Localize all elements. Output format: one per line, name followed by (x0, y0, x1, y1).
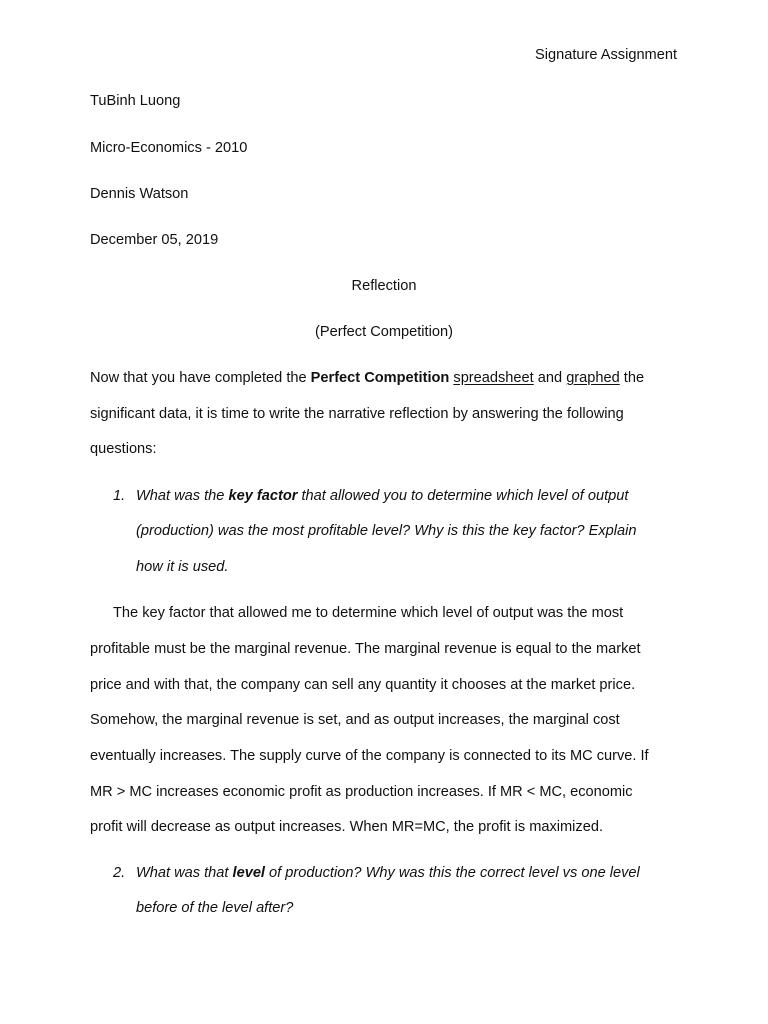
intro-line-3: questions: (90, 441, 157, 457)
answer-1-line: profitable must be the marginal revenue. The marginal revenue is equal to the market (90, 641, 641, 657)
question-2-line-2: before of the level after? (136, 900, 294, 916)
question-2-text-end: of production? Why was this the correct level vs one level (265, 865, 640, 881)
question-2-bold-term: level (232, 865, 265, 881)
intro-line-1 (90, 369, 644, 387)
question-1-bold-term: key factor (228, 488, 298, 504)
graphed-term: graphed (566, 370, 620, 386)
intro-line-2: significant data, it is time to write the narrative reflection by answering the following (90, 406, 624, 422)
intro-connector: and (533, 370, 567, 386)
document-date: December 05, 2019 (90, 232, 219, 248)
answer-1-line: price and with that, the company can sell any quantity it chooses at the market price. (90, 677, 636, 693)
question-1-text: What was the (136, 488, 229, 504)
answer-1-line: Somehow, the marginal revenue is set, and as output increases, the marginal cost (90, 712, 620, 728)
question-1-line-3: how it is used. (136, 559, 229, 575)
spreadsheet-term: spreadsheet (453, 370, 534, 386)
student-name: TuBinh Luong (90, 93, 181, 109)
question-1-text-end: that allowed you to determine which level of output (297, 488, 629, 504)
question-2-number: 2. (113, 865, 126, 881)
question-2-line-1 (136, 864, 640, 882)
intro-text: Now that you have completed the (90, 370, 311, 386)
intro-text-end: the (619, 370, 645, 386)
document-title: Reflection (351, 278, 417, 294)
course-name: Micro-Economics - 2010 (90, 140, 248, 156)
instructor-name: Dennis Watson (90, 186, 189, 202)
question-1-line-2: (production) was the most profitable level? Why is this the key factor? Explain (136, 523, 637, 539)
question-1-number: 1. (113, 488, 126, 504)
question-1-line-1 (136, 487, 628, 505)
answer-1-line: MR > MC increases economic profit as production increases. If MR < MC, economic (90, 784, 633, 800)
answer-1-line: profit will decrease as output increases. When MR=MC, the profit is maximized. (90, 819, 604, 835)
question-2-text: What was that (136, 865, 233, 881)
running-head: Signature Assignment (535, 47, 677, 63)
answer-1-line: The key factor that allowed me to determine which level of output was the most (113, 605, 624, 621)
document-subtitle: (Perfect Competition) (315, 324, 453, 340)
intro-bold-term: Perfect Competition (310, 370, 450, 386)
answer-1-line: eventually increases. The supply curve of the company is connected to its MC curve. If (90, 748, 649, 764)
